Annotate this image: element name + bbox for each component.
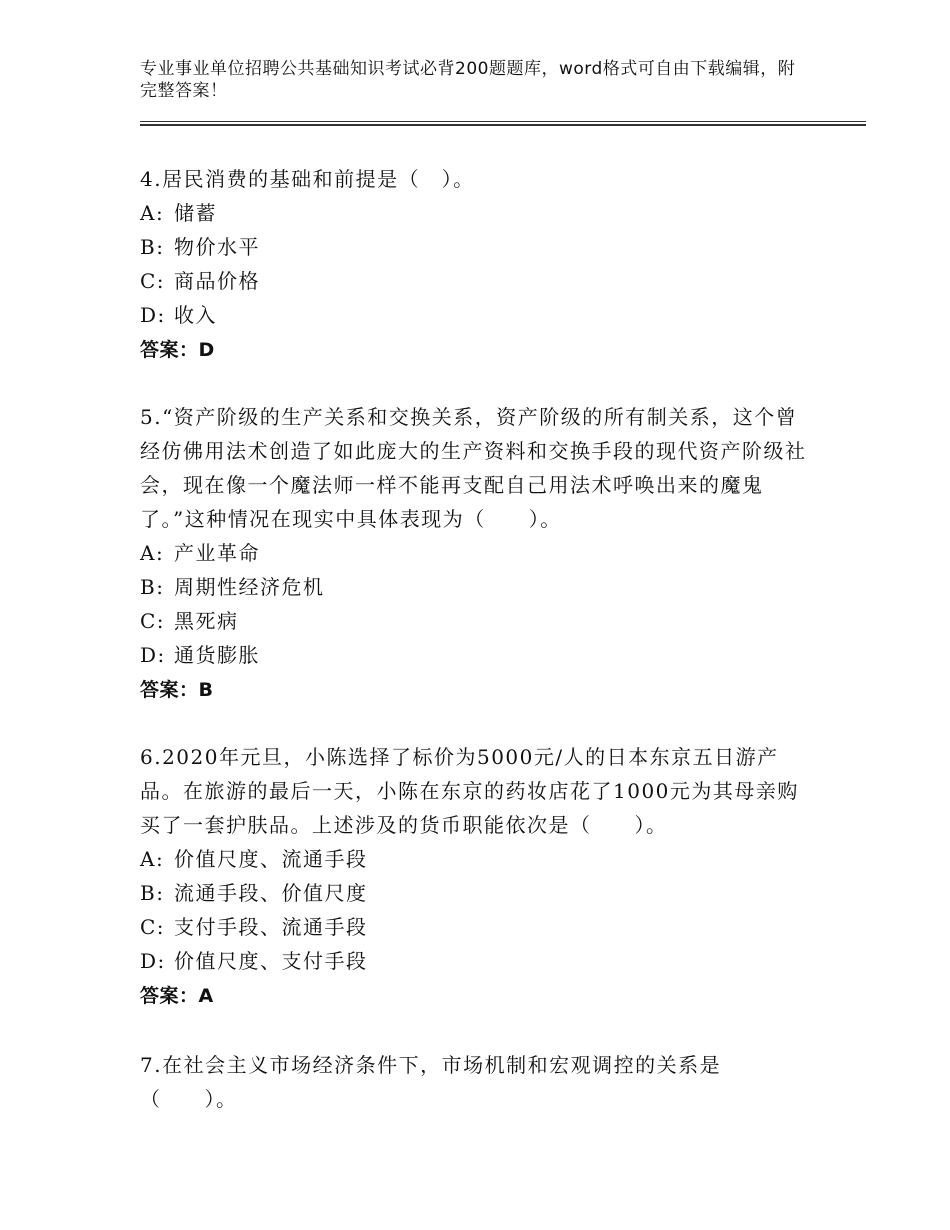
option-d bbox=[140, 638, 810, 672]
option-key: B: bbox=[140, 881, 165, 905]
option-key: D: bbox=[140, 949, 166, 973]
option-text: 价值尺度、支付手段 bbox=[174, 949, 368, 973]
question-stem: 7.在社会主义市场经济条件下，市场机制和宏观调控的关系是（ ）。 bbox=[140, 1053, 722, 1111]
option-b bbox=[140, 570, 810, 604]
option-text: 收入 bbox=[174, 303, 217, 327]
question-5 bbox=[140, 400, 810, 708]
option-key: A: bbox=[140, 201, 165, 225]
option-b bbox=[140, 876, 810, 910]
option-c bbox=[140, 604, 810, 638]
option-key: D: bbox=[140, 303, 166, 327]
option-key: A: bbox=[140, 847, 165, 871]
option-d bbox=[140, 944, 810, 978]
answer-label: 答案：D bbox=[140, 339, 215, 361]
answer-label: 答案：B bbox=[140, 679, 214, 701]
header-divider-top bbox=[140, 121, 866, 122]
option-text: 黑死病 bbox=[174, 609, 239, 633]
question-stem: 5.“资产阶级的生产关系和交换关系，资产阶级的所有制关系，这个曾经仿佛用法术创造了如此庞大的生产资料和交换手段的现代资产阶级社会，现在像一个魔法师一样不能再支配自己用法术呼唤出来的魔鬼了。”这种情况在现实中具体表现为（ ）。 bbox=[140, 405, 807, 531]
option-b bbox=[140, 230, 810, 264]
option-key: B: bbox=[140, 575, 165, 599]
option-c bbox=[140, 264, 810, 298]
option-text: 储蓄 bbox=[174, 201, 217, 225]
option-text: 价值尺度、流通手段 bbox=[174, 847, 368, 871]
option-text: 产业革命 bbox=[174, 541, 260, 565]
question-6 bbox=[140, 740, 810, 1014]
option-text: 物价水平 bbox=[174, 235, 260, 259]
question-stem: 6.2020年元旦，小陈选择了标价为5000元/人的日本东京五日游产品。在旅游的最后一天，小陈在东京的药妆店花了1000元为其母亲购买了一套护肤品。上述涉及的货币职能依次是（ ）。 bbox=[140, 745, 799, 837]
answer-label: 答案：A bbox=[140, 985, 214, 1007]
option-text: 流通手段、价值尺度 bbox=[174, 881, 368, 905]
option-key: C: bbox=[140, 269, 166, 293]
option-a bbox=[140, 536, 810, 570]
option-key: A: bbox=[140, 541, 165, 565]
question-stem: 4.居民消费的基础和前提是（ ）。 bbox=[140, 167, 475, 191]
option-key: C: bbox=[140, 609, 166, 633]
option-a bbox=[140, 842, 810, 876]
option-text: 周期性经济危机 bbox=[174, 575, 325, 599]
option-key: C: bbox=[140, 915, 166, 939]
header-divider-bottom bbox=[140, 124, 866, 126]
option-text: 商品价格 bbox=[174, 269, 260, 293]
option-d bbox=[140, 298, 810, 332]
option-text: 支付手段、流通手段 bbox=[174, 915, 368, 939]
option-a bbox=[140, 196, 810, 230]
question-7 bbox=[140, 1048, 810, 1116]
question-4 bbox=[140, 162, 810, 368]
option-key: D: bbox=[140, 643, 166, 667]
option-text: 通货膨胀 bbox=[174, 643, 260, 667]
option-key: B: bbox=[140, 235, 165, 259]
header-note: 专业事业单位招聘公共基础知识考试必背200题题库，word格式可自由下载编辑，附完整答案！ bbox=[140, 59, 796, 101]
option-c bbox=[140, 910, 810, 944]
